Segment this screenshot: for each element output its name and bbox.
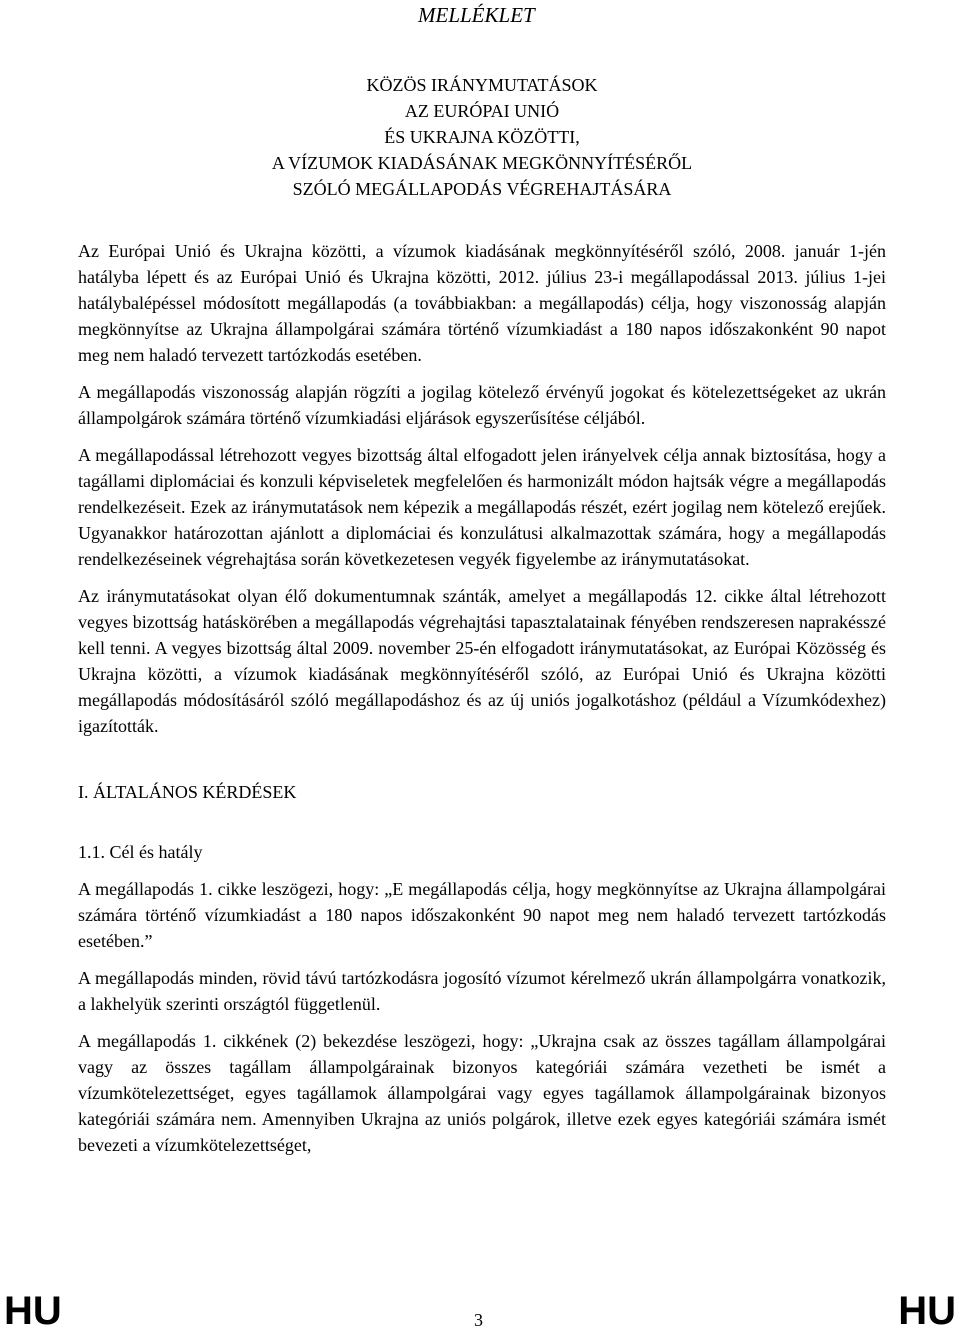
section-heading: I. ÁLTALÁNOS KÉRDÉSEK xyxy=(78,782,297,802)
footer-language-code-left: HU xyxy=(4,1289,62,1333)
title-line: AZ EURÓPAI UNIÓ xyxy=(404,101,560,121)
title-line: ÉS UKRAJNA KÖZÖTTI, xyxy=(384,127,580,147)
intro-paragraph: A megállapodás viszonosság alapján rögzíti a jogilag kötelező érvényű jogokat és kötelezettségeket az ukrán állampolgárok számára történő vízumkiadási eljárások egyszerűsítése céljából. xyxy=(78,382,886,428)
intro-paragraph: Az iránymutatásokat olyan élő dokumentumnak szánták, amelyet a megállapodás 12. cikke által létrehozott vegyes bizottság hatáskörében a megállapodás végrehajtási tapasztalatainak fényében rendszeresen naprakésszé kell tenni. A vegyes bizottság által 2009. november 25-én elfogadott iránymutatásokat, az Európai Közösség és Ukrajna közötti, a vízumok kiadásának megkönnyítéséről szóló, az Európai Unió és Ukrajna közötti megállapodás módosításáról szóló megállapodáshoz és az új uniós jogalkotáshoz (például a Vízumkódexhez) igazították. xyxy=(78,586,886,736)
subsection-heading: 1.1. Cél és hatály xyxy=(78,842,203,862)
title-line: KÖZÖS IRÁNYMUTATÁSOK xyxy=(366,75,598,95)
page-number: 3 xyxy=(474,1310,483,1330)
title-line: A VÍZUMOK KIADÁSÁNAK MEGKÖNNYÍTÉSÉRŐL xyxy=(271,153,693,173)
intro-paragraph: A megállapodással létrehozott vegyes bizottság által elfogadott jelen irányelvek célja annak biztosítása, hogy a tagállami diplomáciai és konzuli képviseletek megfelelően és harmonizált módon hajtsák végre a megállapodás rendelkezéseit. Ezek az iránymutatások nem képezik a megállapodás részét, ezért jogilag nem kötelező erejűek. Ugyanakkor határozottan ajánlott a diplomáciai és konzulátusi alkalmazottak számára, hogy a megállapodás rendelkezéseinek végrehajtása során következetesen vegyék figyelembe az iránymutatásokat. xyxy=(78,445,886,569)
section-paragraph: A megállapodás minden, rövid távú tartózkodásra jogosító vízumot kérelmező ukrán állampolgárra vonatkozik, a lakhelyük szerinti országtól függetlenül. xyxy=(78,968,886,1014)
document-title xyxy=(78,72,886,202)
section-paragraph: A megállapodás 1. cikke leszögezi, hogy: „E megállapodás célja, hogy megkönnyítse az Ukrajna állampolgárai számára történő vízumkiadást a 180 napos időszakonként 90 napot meg nem haladó tervezett tartózkodás esetében.” xyxy=(78,879,886,951)
title-line: SZÓLÓ MEGÁLLAPODÁS VÉGREHAJTÁSÁRA xyxy=(292,179,672,199)
intro-paragraph: Az Európai Unió és Ukrajna közötti, a vízumok kiadásának megkönnyítéséről szóló, 2008. január 1-jén hatályba lépett és az Európai Unió és Ukrajna közötti, 2012. július 23-i megállapodással 2013. július 1-jei hatálybalépéssel módosított megállapodás (a továbbiakban: a megállapodás) célja, hogy viszonosság alapján megkönnyítse az Ukrajna állampolgárai számára történő vízumkiadást a 180 napos időszakonként 90 napot meg nem haladó tervezett tartózkodás esetében. xyxy=(78,241,886,365)
annex-label: MELLÉKLET xyxy=(418,3,535,27)
section-paragraph: A megállapodás 1. cikkének (2) bekezdése leszögezi, hogy: „Ukrajna csak az összes tagállam állampolgárai vagy az összes tagállam állampolgárainak bizonyos kategóriái számára vezetheti be ismét a vízumkötelezettséget, egyes tagállamok állampolgárai vagy egyes tagállamok állampolgárainak bizonyos kategóriái számára nem. Amennyiben Ukrajna az uniós polgárok, illetve ezek egyes kategóriái számára ismét bevezeti a vízumkötelezettséget, xyxy=(78,1031,886,1155)
document-body xyxy=(78,238,886,1169)
footer-language-code-right: HU xyxy=(898,1289,956,1333)
